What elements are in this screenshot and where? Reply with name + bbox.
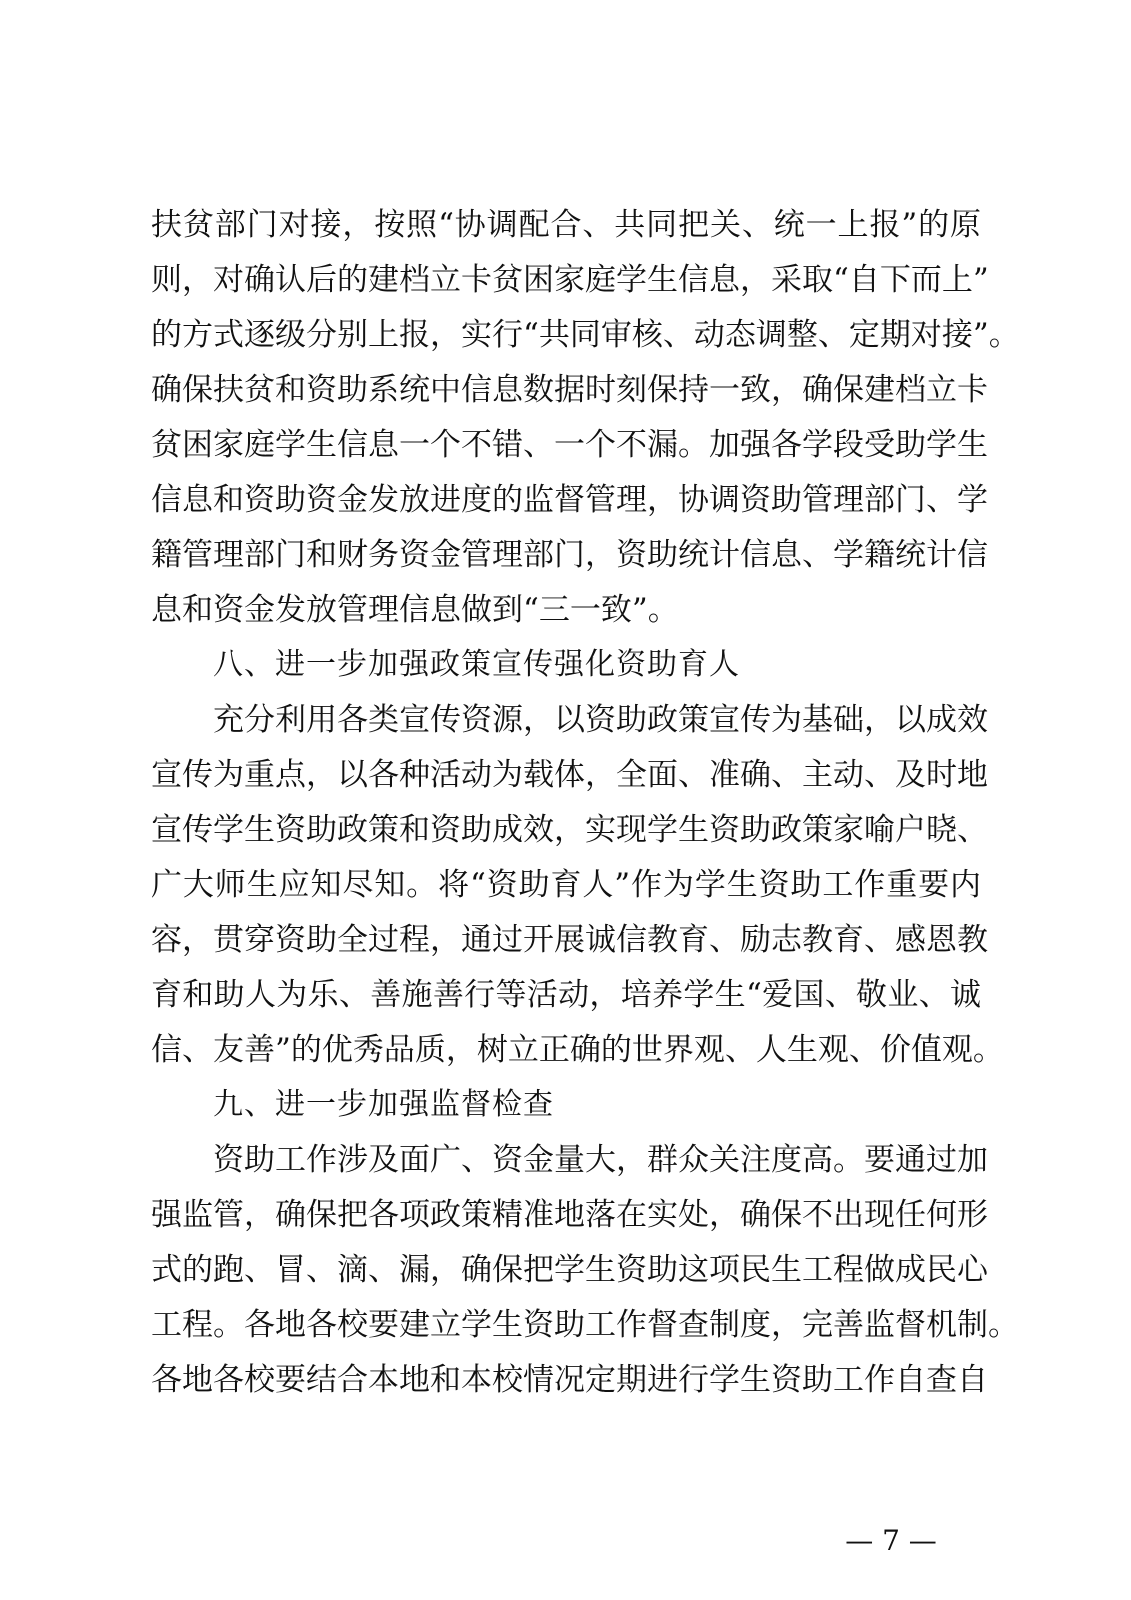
- body-text-line: 确保扶贫和资助系统中信息数据时刻保持一致，确保建档立卡: [151, 372, 988, 408]
- section-heading: 九、进一步加强监督检查: [213, 1087, 554, 1122]
- body-text-line: 式的跑、冒、滴、漏，确保把学生资助这项民生工程做成民心: [151, 1252, 988, 1288]
- page-number: — 7 —: [845, 1524, 937, 1557]
- body-text-line: 宣传学生资助政策和资助成效，实现学生资助政策家喻户晓、: [151, 812, 988, 848]
- body-text-line: 扶贫部门对接，按照“协调配合、共同把关、统一上报”的原: [151, 207, 981, 243]
- body-text-line: 各地各校要结合本地和本校情况定期进行学生资助工作自查自: [151, 1362, 988, 1398]
- body-text-line: 息和资金发放管理信息做到“三一致”。: [151, 592, 679, 628]
- body-text-line: 的方式逐级分别上报，实行“共同审核、动态调整、定期对接”。: [151, 317, 1020, 353]
- body-text-line: 容，贯穿资助全过程，通过开展诚信教育、励志教育、感恩教: [151, 922, 988, 958]
- body-text-line: 则，对确认后的建档立卡贫困家庭学生信息，采取“自下而上”: [151, 262, 989, 298]
- body-text-line: 强监管，确保把各项政策精准地落在实处，确保不出现任何形: [151, 1197, 988, 1233]
- body-text-line: 宣传为重点，以各种活动为载体，全面、准确、主动、及时地: [151, 757, 988, 793]
- body-text-line: 资助工作涉及面广、资金量大，群众关注度高。要通过加: [213, 1142, 988, 1178]
- body-text-line: 充分利用各类宣传资源，以资助政策宣传为基础，以成效: [213, 702, 988, 738]
- body-text-line: 籍管理部门和财务资金管理部门，资助统计信息、学籍统计信: [151, 537, 988, 573]
- body-text-line: 育和助人为乐、善施善行等活动，培养学生“爱国、敬业、诚: [151, 977, 981, 1013]
- body-text-line: 信、友善”的优秀品质，树立正确的世界观、人生观、价值观。: [151, 1032, 1004, 1068]
- body-text-line: 贫困家庭学生信息一个不错、一个不漏。加强各学段受助学生: [151, 427, 988, 463]
- body-text-line: 信息和资助资金发放进度的监督管理，协调资助管理部门、学: [151, 482, 988, 518]
- section-heading: 八、进一步加强政策宣传强化资助育人: [213, 647, 740, 682]
- body-text-line: 工程。各地各校要建立学生资助工作督查制度，完善监督机制。: [151, 1307, 1019, 1343]
- body-text-line: 广大师生应知尽知。将“资助育人”作为学生资助工作重要内: [151, 867, 981, 903]
